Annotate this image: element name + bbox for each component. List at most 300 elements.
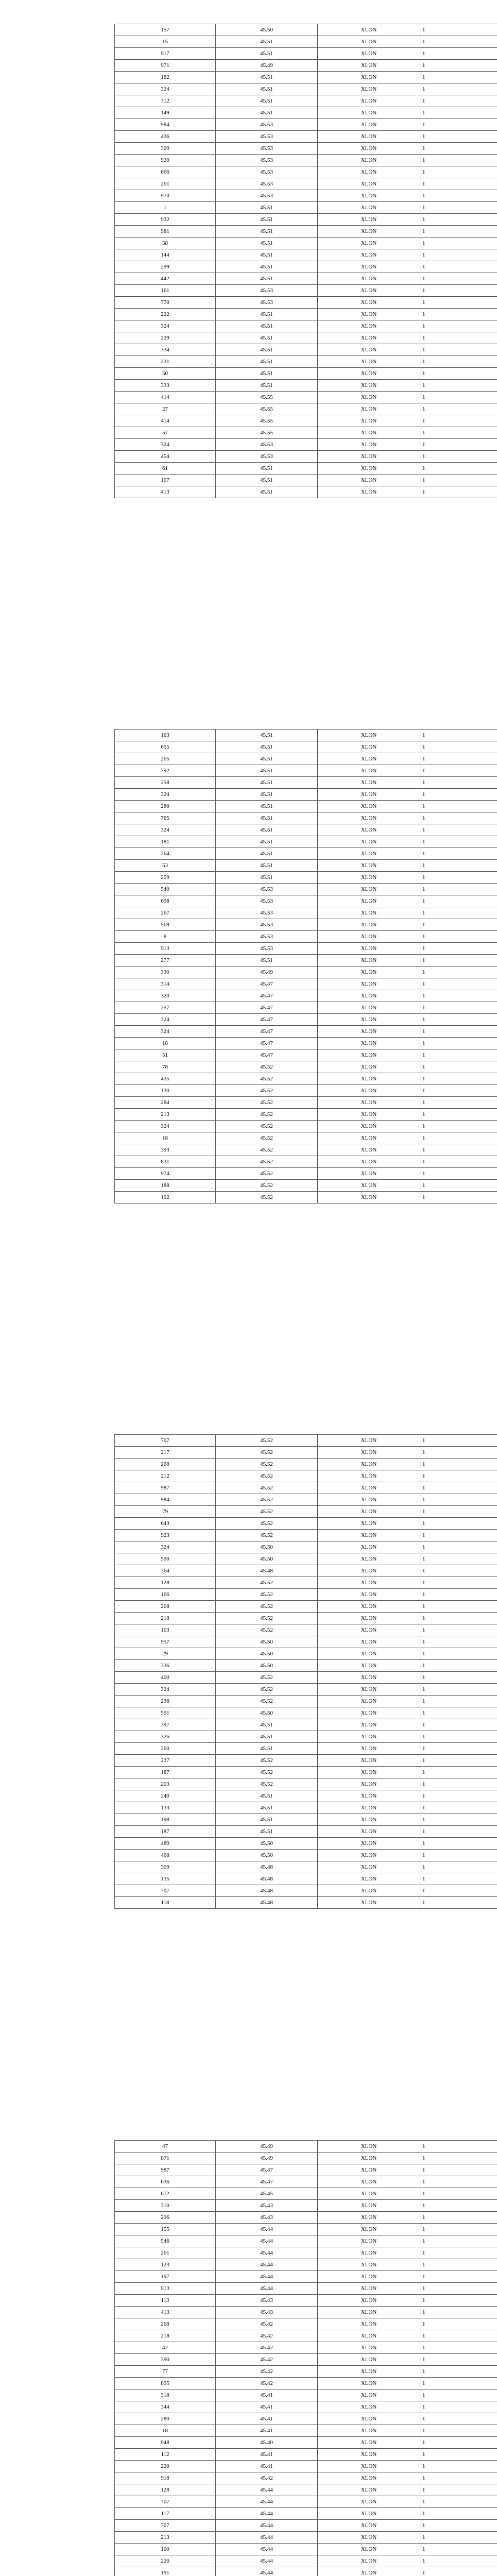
table-row: [115, 943, 497, 955]
volume-cell: 765: [115, 812, 216, 824]
venue-cell: XLON: [318, 765, 420, 777]
price-cell: 45.51: [216, 848, 318, 860]
table-row: [115, 2354, 497, 2366]
venue-cell: XLON: [318, 1014, 420, 1026]
volume-cell: 957: [115, 1636, 216, 1648]
table-row: [115, 60, 497, 72]
venue-cell: XLON: [318, 1073, 420, 1085]
table-row: [115, 380, 497, 392]
volume-cell: 397: [115, 1719, 216, 1731]
volume-cell: 318: [115, 2389, 216, 2401]
table-row: [115, 753, 497, 765]
volume-cell: 442: [115, 273, 216, 285]
volume-cell: 188: [115, 1180, 216, 1192]
table-row: [115, 919, 497, 931]
price-cell: 45.51: [216, 1731, 318, 1743]
price-cell: 45.43: [216, 2200, 318, 2212]
extra-cell: 1: [420, 812, 497, 824]
extra-cell: 1: [420, 1541, 497, 1553]
table-row: [115, 368, 497, 380]
venue-cell: XLON: [318, 1613, 420, 1624]
venue-cell: XLON: [318, 1814, 420, 1826]
volume-cell: 698: [115, 895, 216, 907]
table-row: [115, 178, 497, 190]
table-row: [115, 474, 497, 486]
table-row: [115, 439, 497, 451]
volume-cell: 948: [115, 2437, 216, 2449]
volume-cell: 236: [115, 1696, 216, 1707]
table-row: [115, 1026, 497, 1038]
table-row: [115, 730, 497, 741]
extra-cell: 1: [420, 967, 497, 978]
volume-cell: 218: [115, 1613, 216, 1624]
extra-cell: 1: [420, 2212, 497, 2224]
table-row: [115, 72, 497, 83]
price-cell: 45.52: [216, 1085, 318, 1097]
extra-cell: 1: [420, 1565, 497, 1577]
price-cell: 45.51: [216, 309, 318, 320]
volume-cell: 135: [115, 1873, 216, 1885]
venue-cell: XLON: [318, 427, 420, 439]
volume-cell: 344: [115, 2401, 216, 2413]
table-row: [115, 860, 497, 872]
table-row: [115, 884, 497, 895]
price-cell: 45.53: [216, 895, 318, 907]
table-row: [115, 1802, 497, 1814]
table-row: [115, 2295, 497, 2307]
table-row: [115, 2449, 497, 2461]
venue-cell: XLON: [318, 1731, 420, 1743]
table-row: [115, 427, 497, 439]
extra-cell: 1: [420, 95, 497, 107]
volume-cell: 198: [115, 1814, 216, 1826]
extra-cell: 1: [420, 226, 497, 238]
price-cell: 45.41: [216, 2461, 318, 2472]
price-cell: 45.44: [216, 2224, 318, 2235]
volume-cell: 324: [115, 824, 216, 836]
extra-cell: 1: [420, 777, 497, 789]
venue-cell: XLON: [318, 2307, 420, 2318]
volume-cell: 981: [115, 226, 216, 238]
extra-cell: 1: [420, 2413, 497, 2425]
extra-cell: 1: [420, 238, 497, 249]
venue-cell: XLON: [318, 2555, 420, 2567]
price-cell: 45.42: [216, 2330, 318, 2342]
volume-cell: 984: [115, 1494, 216, 1506]
table-row: [115, 1518, 497, 1530]
venue-cell: XLON: [318, 2508, 420, 2520]
volume-cell: 264: [115, 848, 216, 860]
table-row: [115, 1613, 497, 1624]
price-cell: 45.51: [216, 214, 318, 226]
table-row: [115, 2389, 497, 2401]
volume-cell: 970: [115, 190, 216, 202]
extra-cell: 1: [420, 848, 497, 860]
volume-cell: 987: [115, 1482, 216, 1494]
extra-cell: 1: [420, 2200, 497, 2212]
venue-cell: XLON: [318, 273, 420, 285]
extra-cell: 1: [420, 368, 497, 380]
extra-cell: 1: [420, 765, 497, 777]
extra-cell: 1: [420, 990, 497, 1002]
volume-cell: 240: [115, 1790, 216, 1802]
extra-cell: 1: [420, 415, 497, 427]
price-cell: 45.51: [216, 1802, 318, 1814]
extra-cell: 1: [420, 2378, 497, 2389]
volume-cell: 540: [115, 884, 216, 895]
price-cell: 45.48: [216, 1565, 318, 1577]
extra-cell: 1: [420, 24, 497, 36]
price-cell: 45.48: [216, 1873, 318, 1885]
table-row: [115, 273, 497, 285]
table-row: [115, 1541, 497, 1553]
volume-cell: 413: [115, 486, 216, 498]
volume-cell: 268: [115, 2318, 216, 2330]
volume-cell: 268: [115, 1459, 216, 1470]
volume-cell: 27: [115, 403, 216, 415]
venue-cell: XLON: [318, 249, 420, 261]
volume-cell: 324: [115, 83, 216, 95]
price-cell: 45.51: [216, 344, 318, 356]
extra-cell: 1: [420, 463, 497, 474]
table-row: [115, 2567, 497, 2576]
price-cell: 45.43: [216, 2307, 318, 2318]
volume-cell: 117: [115, 2508, 216, 2520]
table-row: [115, 1850, 497, 1861]
extra-cell: 1: [420, 2342, 497, 2354]
table-row: [115, 131, 497, 143]
price-cell: 45.51: [216, 777, 318, 789]
venue-cell: XLON: [318, 730, 420, 741]
table-row: [115, 166, 497, 178]
price-cell: 45.53: [216, 119, 318, 131]
table-row: [115, 1826, 497, 1838]
extra-cell: 1: [420, 1121, 497, 1132]
extra-cell: 1: [420, 403, 497, 415]
extra-cell: 1: [420, 1097, 497, 1109]
table-row: [115, 1459, 497, 1470]
table-row: [115, 2283, 497, 2295]
table-row: [115, 2224, 497, 2235]
price-cell: 45.52: [216, 1144, 318, 1156]
table-row: [115, 2425, 497, 2437]
venue-cell: XLON: [318, 1624, 420, 1636]
price-cell: 45.42: [216, 2378, 318, 2389]
extra-cell: 1: [420, 2449, 497, 2461]
price-cell: 45.52: [216, 1613, 318, 1624]
extra-cell: 1: [420, 2283, 497, 2295]
extra-cell: 1: [420, 730, 497, 741]
venue-cell: XLON: [318, 1755, 420, 1767]
extra-cell: 1: [420, 2544, 497, 2555]
table-row: [115, 1482, 497, 1494]
extra-cell: 1: [420, 1192, 497, 1204]
table-row: [115, 238, 497, 249]
volume-cell: 53: [115, 860, 216, 872]
volume-cell: 18: [115, 1132, 216, 1144]
venue-cell: XLON: [318, 2164, 420, 2176]
price-cell: 45.51: [216, 48, 318, 60]
volume-cell: 8: [115, 931, 216, 943]
price-cell: 45.51: [216, 1743, 318, 1755]
venue-cell: XLON: [318, 1636, 420, 1648]
table-row: [115, 1506, 497, 1518]
extra-cell: 1: [420, 297, 497, 309]
volume-cell: 192: [115, 1192, 216, 1204]
volume-cell: 895: [115, 2378, 216, 2389]
price-cell: 45.51: [216, 320, 318, 332]
price-cell: 45.51: [216, 824, 318, 836]
extra-cell: 1: [420, 1482, 497, 1494]
table-row: [115, 1707, 497, 1719]
extra-cell: 1: [420, 1144, 497, 1156]
price-cell: 45.52: [216, 1168, 318, 1180]
venue-cell: XLON: [318, 2342, 420, 2354]
price-cell: 45.52: [216, 1530, 318, 1541]
extra-cell: 1: [420, 1026, 497, 1038]
table-row: [115, 765, 497, 777]
table-row: [115, 83, 497, 95]
price-cell: 45.50: [216, 1541, 318, 1553]
price-cell: 45.51: [216, 486, 318, 498]
table-row: [115, 1038, 497, 1049]
venue-cell: XLON: [318, 1085, 420, 1097]
volume-cell: 231: [115, 356, 216, 368]
table-row: [115, 824, 497, 836]
volume-cell: 971: [115, 60, 216, 72]
table-row: [115, 48, 497, 60]
table-row: [115, 2141, 497, 2153]
venue-cell: XLON: [318, 967, 420, 978]
volume-cell: 324: [115, 1014, 216, 1026]
table-row: [115, 2544, 497, 2555]
price-cell: 45.52: [216, 1518, 318, 1530]
price-cell: 45.51: [216, 836, 318, 848]
price-cell: 45.42: [216, 2318, 318, 2330]
price-cell: 45.53: [216, 190, 318, 202]
table-row: [115, 2555, 497, 2567]
venue-cell: XLON: [318, 261, 420, 273]
extra-cell: 1: [420, 1435, 497, 1447]
extra-cell: 1: [420, 202, 497, 214]
table-row: [115, 2496, 497, 2508]
price-cell: 45.50: [216, 24, 318, 36]
extra-cell: 1: [420, 380, 497, 392]
volume-cell: 203: [115, 1778, 216, 1790]
venue-cell: XLON: [318, 2176, 420, 2188]
volume-cell: 707: [115, 1435, 216, 1447]
extra-cell: 1: [420, 1589, 497, 1601]
venue-cell: XLON: [318, 777, 420, 789]
venue-cell: XLON: [318, 824, 420, 836]
extra-cell: 1: [420, 978, 497, 990]
volume-cell: 871: [115, 2153, 216, 2164]
extra-cell: 1: [420, 884, 497, 895]
venue-cell: XLON: [318, 2484, 420, 2496]
extra-cell: 1: [420, 36, 497, 48]
price-cell: 45.44: [216, 2247, 318, 2259]
venue-cell: XLON: [318, 1180, 420, 1192]
extra-cell: 1: [420, 332, 497, 344]
extra-cell: 1: [420, 2425, 497, 2437]
volume-cell: 128: [115, 1577, 216, 1589]
table-row: [115, 895, 497, 907]
venue-cell: XLON: [318, 415, 420, 427]
table-row: [115, 119, 497, 131]
volume-cell: 208: [115, 1601, 216, 1613]
extra-cell: 1: [420, 1002, 497, 1014]
extra-cell: 1: [420, 1180, 497, 1192]
extra-cell: 1: [420, 60, 497, 72]
price-cell: 45.52: [216, 1459, 318, 1470]
table-row: [115, 907, 497, 919]
extra-cell: 1: [420, 2532, 497, 2544]
extra-cell: 1: [420, 1073, 497, 1085]
volume-cell: 913: [115, 2283, 216, 2295]
extra-cell: 1: [420, 1470, 497, 1482]
price-cell: 45.52: [216, 1767, 318, 1778]
extra-cell: 1: [420, 1684, 497, 1696]
venue-cell: XLON: [318, 1589, 420, 1601]
table-row: [115, 1553, 497, 1565]
price-cell: 45.41: [216, 2413, 318, 2425]
extra-cell: 1: [420, 320, 497, 332]
venue-cell: XLON: [318, 439, 420, 451]
extra-cell: 1: [420, 131, 497, 143]
price-cell: 45.52: [216, 1061, 318, 1073]
price-cell: 45.41: [216, 2425, 318, 2437]
volume-cell: 296: [115, 2212, 216, 2224]
table-row: [115, 1121, 497, 1132]
extra-cell: 1: [420, 178, 497, 190]
price-cell: 45.53: [216, 919, 318, 931]
price-cell: 45.44: [216, 2567, 318, 2576]
extra-cell: 1: [420, 1577, 497, 1589]
table-row: [115, 1696, 497, 1707]
venue-cell: XLON: [318, 2425, 420, 2437]
extra-cell: 1: [420, 2401, 497, 2413]
extra-cell: 1: [420, 2164, 497, 2176]
table-row: [115, 2307, 497, 2318]
table-row: [115, 2247, 497, 2259]
volume-cell: 261: [115, 2247, 216, 2259]
table-row: [115, 955, 497, 967]
price-cell: 45.44: [216, 2484, 318, 2496]
volume-cell: 197: [115, 2271, 216, 2283]
venue-cell: XLON: [318, 1897, 420, 1909]
table-row: [115, 1778, 497, 1790]
price-cell: 45.44: [216, 2544, 318, 2555]
venue-cell: XLON: [318, 1459, 420, 1470]
extra-cell: 1: [420, 1494, 497, 1506]
volume-cell: 987: [115, 2164, 216, 2176]
price-cell: 45.50: [216, 1636, 318, 1648]
table-row: [115, 486, 497, 498]
price-cell: 45.52: [216, 1435, 318, 1447]
price-cell: 45.51: [216, 1814, 318, 1826]
table-row: [115, 2342, 497, 2354]
volume-cell: 163: [115, 730, 216, 741]
venue-cell: XLON: [318, 2295, 420, 2307]
venue-cell: XLON: [318, 990, 420, 1002]
volume-cell: 707: [115, 2520, 216, 2532]
volume-cell: 220: [115, 2461, 216, 2472]
volume-cell: 1: [115, 202, 216, 214]
extra-cell: 1: [420, 1802, 497, 1814]
extra-cell: 1: [420, 1767, 497, 1778]
extra-cell: 1: [420, 83, 497, 95]
volume-cell: 414: [115, 415, 216, 427]
extra-cell: 1: [420, 2295, 497, 2307]
extra-cell: 1: [420, 1506, 497, 1518]
price-cell: 45.52: [216, 1109, 318, 1121]
volume-cell: 324: [115, 320, 216, 332]
volume-cell: 57: [115, 427, 216, 439]
extra-cell: 1: [420, 1660, 497, 1672]
table-row: [115, 392, 497, 403]
extra-cell: 1: [420, 2318, 497, 2330]
price-cell: 45.51: [216, 741, 318, 753]
venue-cell: XLON: [318, 1707, 420, 1719]
venue-cell: XLON: [318, 24, 420, 36]
venue-cell: XLON: [318, 2153, 420, 2164]
extra-cell: 1: [420, 344, 497, 356]
table-row: [115, 1180, 497, 1192]
venue-cell: XLON: [318, 1038, 420, 1049]
table-row: [115, 2532, 497, 2544]
price-cell: 45.51: [216, 380, 318, 392]
table-row: [115, 2176, 497, 2188]
table-row: [115, 1156, 497, 1168]
table-row: [115, 1719, 497, 1731]
venue-cell: XLON: [318, 931, 420, 943]
extra-cell: 1: [420, 1755, 497, 1767]
price-cell: 45.51: [216, 955, 318, 967]
table-row: [115, 1731, 497, 1743]
table-row: [115, 1109, 497, 1121]
venue-cell: XLON: [318, 848, 420, 860]
price-cell: 45.51: [216, 860, 318, 872]
extra-cell: 1: [420, 1109, 497, 1121]
volume-cell: 414: [115, 392, 216, 403]
volume-cell: 666: [115, 166, 216, 178]
price-cell: 45.50: [216, 1838, 318, 1850]
volume-cell: 324: [115, 1026, 216, 1038]
price-cell: 45.47: [216, 2176, 318, 2188]
price-cell: 45.41: [216, 2389, 318, 2401]
extra-cell: 1: [420, 1873, 497, 1885]
price-cell: 45.51: [216, 95, 318, 107]
price-cell: 45.55: [216, 427, 318, 439]
table-row: [115, 1447, 497, 1459]
volume-cell: 79: [115, 1506, 216, 1518]
venue-cell: XLON: [318, 202, 420, 214]
venue-cell: XLON: [318, 884, 420, 895]
venue-cell: XLON: [318, 60, 420, 72]
price-cell: 45.51: [216, 789, 318, 801]
table-row: [115, 1684, 497, 1696]
table-row: [115, 24, 497, 36]
volume-cell: 393: [115, 1144, 216, 1156]
table-row: [115, 836, 497, 848]
extra-cell: 1: [420, 2389, 497, 2401]
volume-cell: 324: [115, 789, 216, 801]
venue-cell: XLON: [318, 1109, 420, 1121]
extra-cell: 1: [420, 1168, 497, 1180]
price-cell: 45.52: [216, 1073, 318, 1085]
table-row: [115, 226, 497, 238]
venue-cell: XLON: [318, 1767, 420, 1778]
